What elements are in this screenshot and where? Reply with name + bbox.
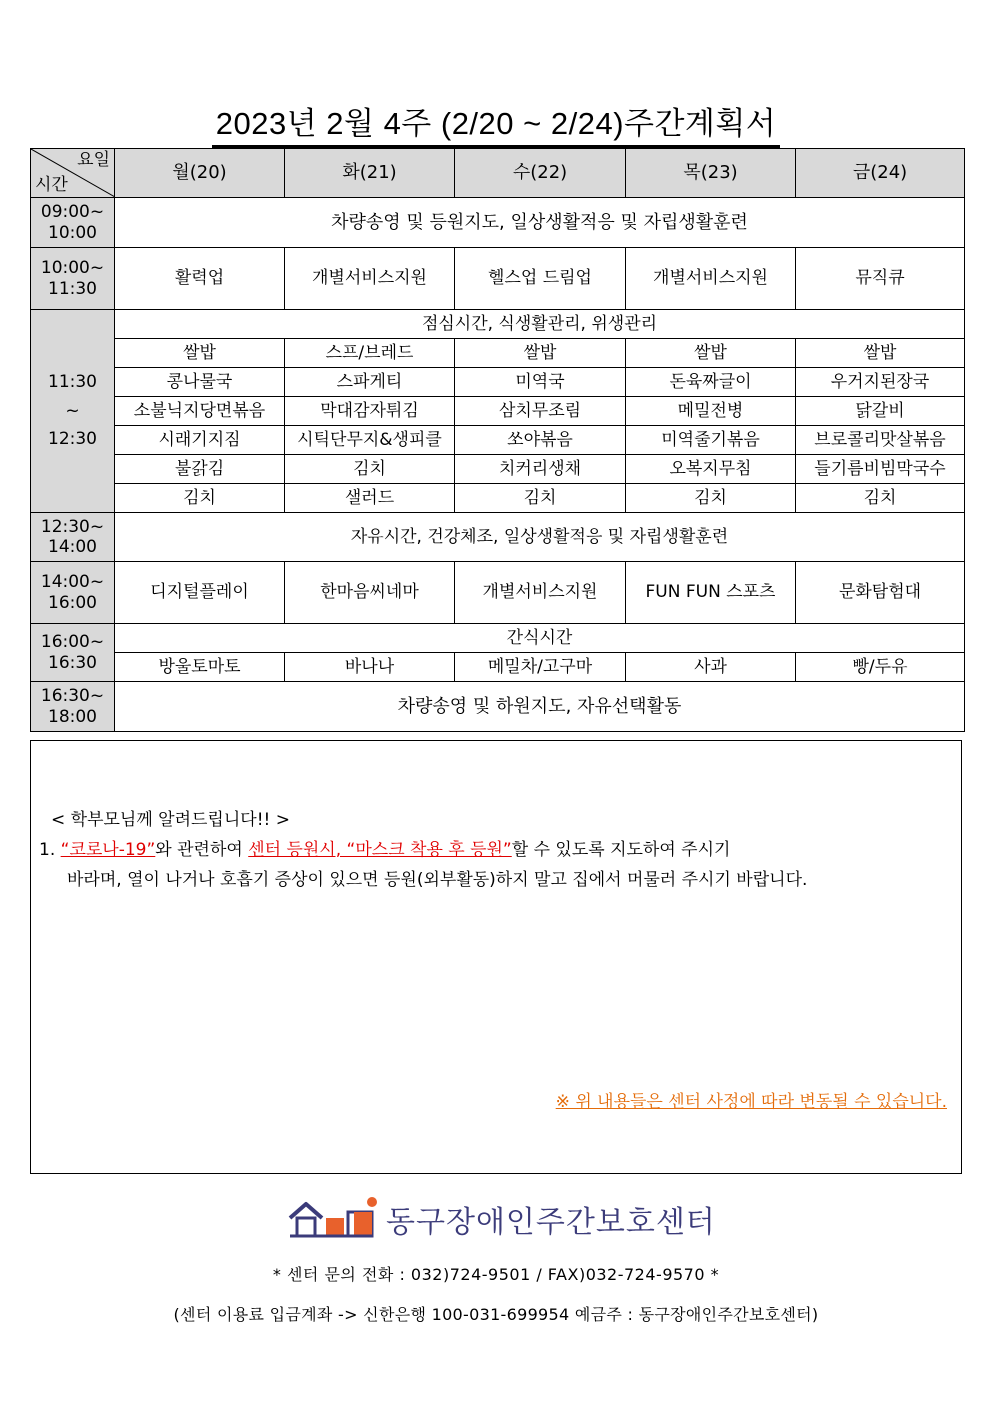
menu-item: 스파게티: [285, 368, 455, 397]
menu-item: 쏘야볶음: [455, 426, 626, 455]
house-logo-icon: [288, 1196, 378, 1242]
menu-item: 스프/브레드: [285, 339, 455, 368]
time-cell: 16:30~ 18:00: [31, 682, 115, 732]
day-header-thu: 목(23): [626, 149, 796, 198]
time-cell: 10:00~ 11:30: [31, 248, 115, 310]
menu-item: 콩나물국: [115, 368, 285, 397]
activity-cell: 디지털플레이: [115, 562, 285, 624]
time-cell: 11:30 ~ 12:30: [31, 310, 115, 513]
snack-item: 빵/두유: [796, 653, 965, 682]
snack-item: 메밀차/고구마: [455, 653, 626, 682]
menu-item: 닭갈비: [796, 397, 965, 426]
activity-cell: 자유시간, 건강체조, 일상생활적응 및 자립생활훈련: [115, 513, 965, 562]
menu-item: 샐러드: [285, 484, 455, 513]
menu-item: 돈육짜글이: [626, 368, 796, 397]
day-header-wed: 수(22): [455, 149, 626, 198]
day-header-tue: 화(21): [285, 149, 455, 198]
menu-item: 시틱단무지&생피클: [285, 426, 455, 455]
menu-item: 오복지무침: [626, 455, 796, 484]
corner-time-label: 시간: [35, 175, 68, 196]
activity-cell: 헬스업 드림업: [455, 248, 626, 310]
menu-item: 미역국: [455, 368, 626, 397]
menu-item: 김치: [796, 484, 965, 513]
snack-title: 간식시간: [115, 624, 965, 653]
menu-item: 불갉김: [115, 455, 285, 484]
time-cell: 09:00~ 10:00: [31, 198, 115, 248]
notice-line-2: 바라며, 열이 나거나 호흡기 증상이 있으면 등원(외부활동)하지 말고 집에서 머물러 주시기 바랍니다.: [67, 870, 808, 890]
menu-item: 들기름비빔막국수: [796, 455, 965, 484]
activity-cell: 활력업: [115, 248, 285, 310]
activity-cell: 차량송영 및 등원지도, 일상생활적응 및 자립생활훈련: [115, 198, 965, 248]
menu-item: 김치: [626, 484, 796, 513]
org-name: 동구장애인주간보호센터: [386, 1205, 716, 1240]
activity-cell: 뮤직큐: [796, 248, 965, 310]
corner-cell: [31, 149, 115, 198]
menu-item: 김치: [115, 484, 285, 513]
menu-item: 시래기지짐: [115, 426, 285, 455]
menu-item: 브로콜리맛살볶음: [796, 426, 965, 455]
time-cell: 14:00~ 16:00: [31, 562, 115, 624]
activity-cell: 한마음씨네마: [285, 562, 455, 624]
lunch-title: 점심시간, 식생활관리, 위생관리: [115, 310, 965, 339]
menu-item: 소불닉지당면볶음: [115, 397, 285, 426]
menu-item: 쌀밥: [796, 339, 965, 368]
bank-info: (센터 이용료 입금계좌 -> 신한은행 100-031-699954 예금주 : 동구장애인주간보호센터): [173, 1305, 819, 1324]
menu-item: 미역줄기볶음: [626, 426, 796, 455]
notice-line-1: 1. “코로나-19”와 관련하여 센터 등원시, “마스크 착용 후 등원”할 수 있도록 지도하여 주시기: [39, 840, 731, 860]
menu-item: 막대감자튀김: [285, 397, 455, 426]
menu-item: 쌀밥: [626, 339, 796, 368]
notice-footnote: ※ 위 내용들은 센터 사정에 따라 변동될 수 있습니다.: [555, 1092, 947, 1112]
activity-cell: 차량송영 및 하원지도, 자유선택활동: [115, 682, 965, 732]
notice-box: [30, 740, 962, 1174]
snack-item: 바나나: [285, 653, 455, 682]
menu-item: 김치: [455, 484, 626, 513]
time-cell: 16:00~ 16:30: [31, 624, 115, 682]
page-title: [0, 98, 992, 148]
contact-info: * 센터 문의 전화 : 032)724-9501 / FAX)032-724-9570 *: [272, 1265, 720, 1284]
notice-heading: < 학부모님께 알려드립니다!! >: [51, 810, 290, 830]
activity-cell: 개별서비스지원: [626, 248, 796, 310]
time-cell: 12:30~ 14:00: [31, 513, 115, 562]
menu-item: 메밀전병: [626, 397, 796, 426]
title-text: 2023년 2월 4주 (2/20 ~ 2/24)주간계획서: [212, 98, 781, 148]
day-header-mon: 월(20): [115, 149, 285, 198]
menu-item: 쌀밥: [455, 339, 626, 368]
activity-cell: 문화탐험대: [796, 562, 965, 624]
weekly-plan-table: [30, 148, 965, 732]
activity-cell: FUN FUN 스포츠: [626, 562, 796, 624]
menu-item: 우거지된장국: [796, 368, 965, 397]
snack-item: 사과: [626, 653, 796, 682]
menu-item: 치커리생채: [455, 455, 626, 484]
day-header-fri: 금(24): [796, 149, 965, 198]
snack-item: 방울토마토: [115, 653, 285, 682]
menu-item: 삼치무조림: [455, 397, 626, 426]
center-logo: [288, 1196, 716, 1242]
menu-item: 쌀밥: [115, 339, 285, 368]
menu-item: 김치: [285, 455, 455, 484]
activity-cell: 개별서비스지원: [455, 562, 626, 624]
corner-day-label: 요일: [77, 150, 110, 170]
activity-cell: 개별서비스지원: [285, 248, 455, 310]
